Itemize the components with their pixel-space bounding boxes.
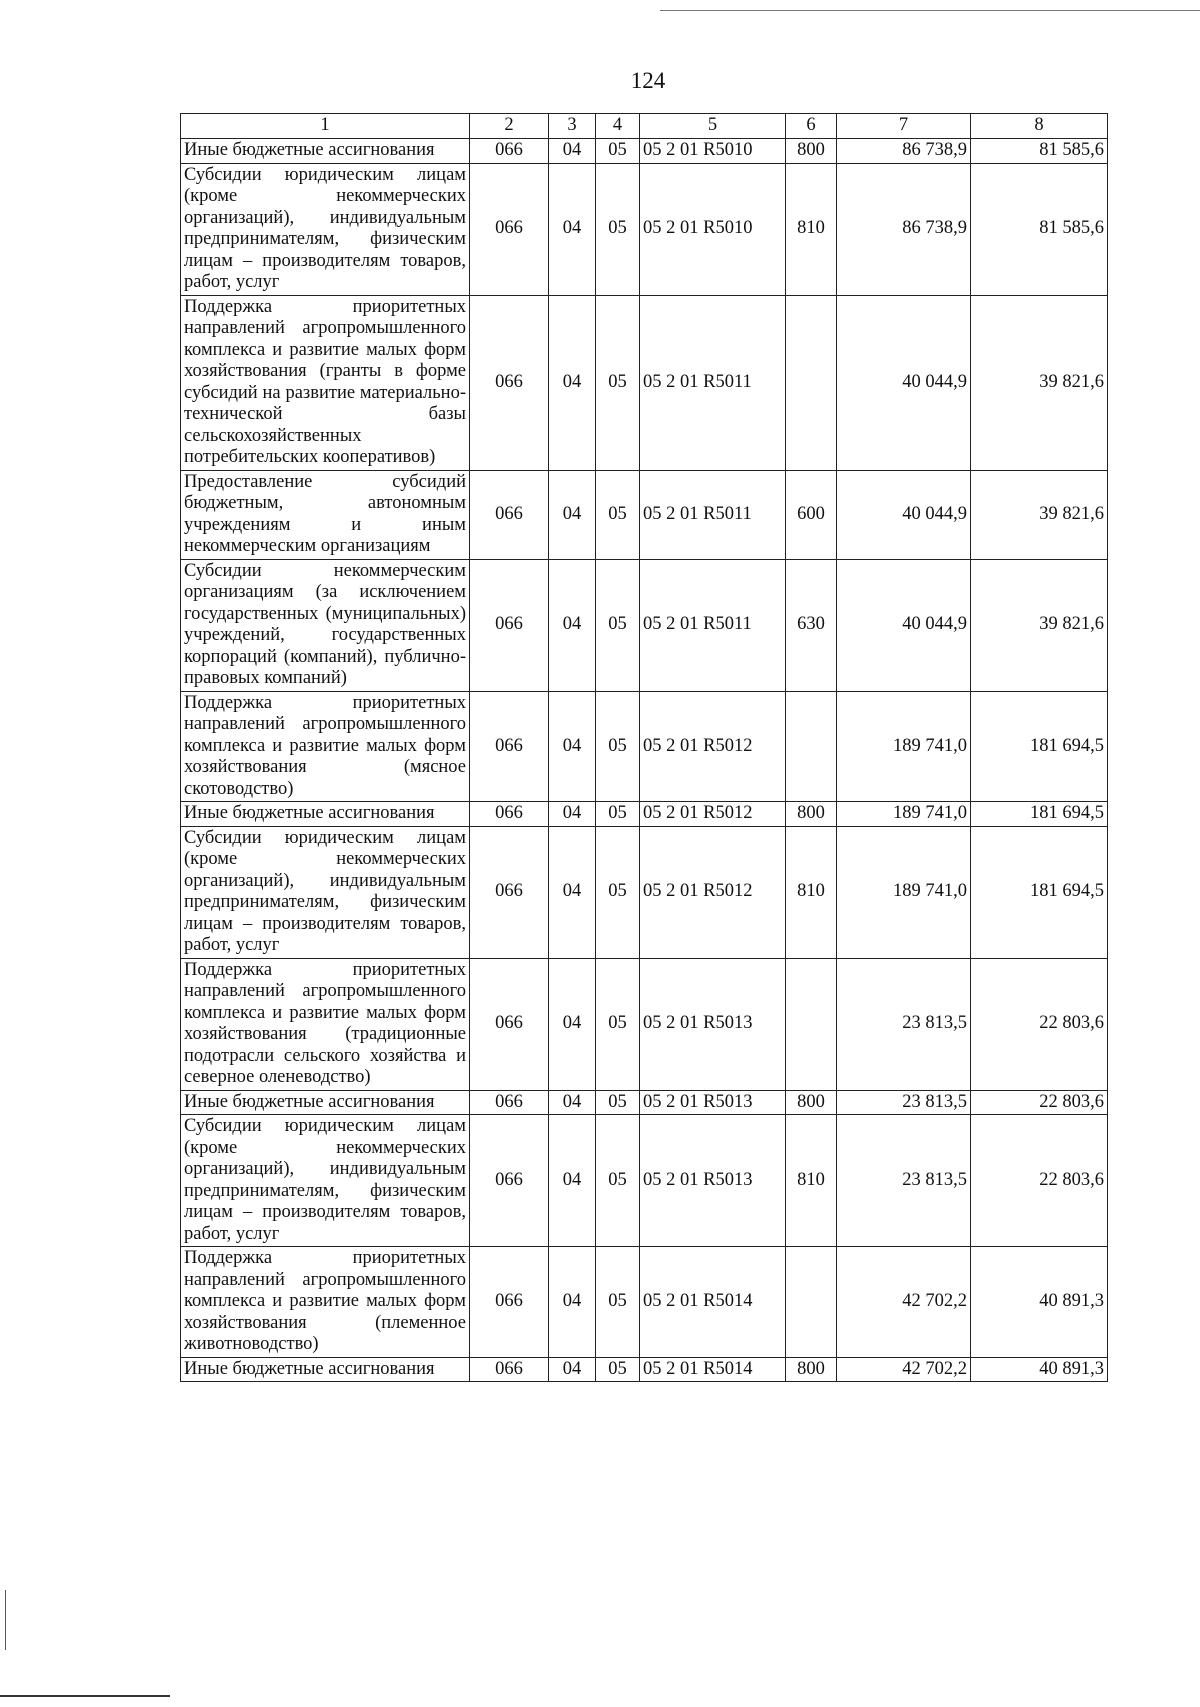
cell-subsection: 05 [596, 826, 640, 958]
table-row [181, 1090, 1108, 1115]
cell-expense-type: 600 [786, 470, 837, 559]
cell-subsection: 05 [596, 139, 640, 164]
table-row [181, 1247, 1108, 1358]
cell-expense-type: 810 [786, 163, 837, 295]
table-row [181, 295, 1108, 470]
cell-section: 04 [549, 163, 596, 295]
cell-amount-col7: 23 813,5 [837, 1115, 971, 1247]
cell-section: 04 [549, 139, 596, 164]
table-row [181, 958, 1108, 1090]
cell-target-article: 05 2 01 R5013 [640, 1115, 786, 1247]
cell-section: 04 [549, 691, 596, 802]
column-header: 4 [596, 114, 640, 139]
table-row [181, 691, 1108, 802]
cell-subsection: 05 [596, 295, 640, 470]
cell-expense-type: 630 [786, 559, 837, 691]
column-header: 2 [470, 114, 549, 139]
row-name: Поддержка приоритетных направлений агропромышленного комплекса и развитие малых форм хозяйствования (гранты в форме субсидий на развитие материально-технической базы сельскохозяйственных потребительских кооперативов) [181, 295, 470, 470]
cell-section: 04 [549, 826, 596, 958]
cell-target-article: 05 2 01 R5012 [640, 802, 786, 827]
row-name: Иные бюджетные ассигнования [181, 802, 470, 827]
scan-artifact-line [660, 10, 1200, 11]
cell-expense-type: 810 [786, 826, 837, 958]
cell-amount-col8: 181 694,5 [971, 691, 1108, 802]
cell-subsection: 05 [596, 1247, 640, 1358]
table-row [181, 826, 1108, 958]
cell-target-article: 05 2 01 R5011 [640, 559, 786, 691]
scan-artifact-line [0, 1695, 170, 1697]
cell-ministry-code: 066 [470, 470, 549, 559]
cell-ministry-code: 066 [470, 802, 549, 827]
column-header: 8 [971, 114, 1108, 139]
row-name: Иные бюджетные ассигнования [181, 1357, 470, 1382]
cell-ministry-code: 066 [470, 958, 549, 1090]
cell-ministry-code: 066 [470, 559, 549, 691]
cell-amount-col7: 189 741,0 [837, 826, 971, 958]
row-name: Субсидии некоммерческим организациям (за исключением государственных (муниципальных) учреждений, государственных корпораций (компаний), публично-правовых компаний) [181, 559, 470, 691]
cell-section: 04 [549, 1247, 596, 1358]
cell-ministry-code: 066 [470, 139, 549, 164]
cell-amount-col7: 189 741,0 [837, 691, 971, 802]
column-header: 5 [640, 114, 786, 139]
cell-amount-col8: 40 891,3 [971, 1357, 1108, 1382]
cell-subsection: 05 [596, 1357, 640, 1382]
cell-section: 04 [549, 1090, 596, 1115]
column-header: 1 [181, 114, 470, 139]
cell-amount-col8: 39 821,6 [971, 470, 1108, 559]
scan-artifact-line [5, 1590, 6, 1650]
cell-subsection: 05 [596, 691, 640, 802]
cell-subsection: 05 [596, 802, 640, 827]
cell-amount-col7: 189 741,0 [837, 802, 971, 827]
cell-amount-col7: 23 813,5 [837, 958, 971, 1090]
cell-amount-col8: 181 694,5 [971, 826, 1108, 958]
cell-subsection: 05 [596, 559, 640, 691]
cell-expense-type: 800 [786, 1090, 837, 1115]
cell-expense-type: 800 [786, 802, 837, 827]
cell-amount-col7: 86 738,9 [837, 163, 971, 295]
column-header: 3 [549, 114, 596, 139]
table-row [181, 1115, 1108, 1247]
cell-subsection: 05 [596, 163, 640, 295]
row-name: Предоставление субсидий бюджетным, автономным учреждениям и иным некоммерческим организациям [181, 470, 470, 559]
table-row [181, 163, 1108, 295]
column-header: 7 [837, 114, 971, 139]
row-name: Субсидии юридическим лицам (кроме некоммерческих организаций), индивидуальным предпринимателям, физическим лицам – производителям товаров, работ, услуг [181, 1115, 470, 1247]
cell-target-article: 05 2 01 R5014 [640, 1247, 786, 1358]
cell-amount-col8: 22 803,6 [971, 958, 1108, 1090]
cell-amount-col8: 22 803,6 [971, 1115, 1108, 1247]
cell-amount-col7: 40 044,9 [837, 295, 971, 470]
cell-amount-col7: 40 044,9 [837, 559, 971, 691]
cell-subsection: 05 [596, 958, 640, 1090]
row-name: Иные бюджетные ассигнования [181, 139, 470, 164]
row-name: Поддержка приоритетных направлений агропромышленного комплекса и развитие малых форм хозяйствования (племенное животноводство) [181, 1247, 470, 1358]
cell-ministry-code: 066 [470, 1357, 549, 1382]
cell-expense-type: 800 [786, 1357, 837, 1382]
cell-subsection: 05 [596, 470, 640, 559]
cell-ministry-code: 066 [470, 1115, 549, 1247]
cell-amount-col8: 40 891,3 [971, 1247, 1108, 1358]
cell-amount-col7: 23 813,5 [837, 1090, 971, 1115]
cell-expense-type: 810 [786, 1115, 837, 1247]
cell-amount-col8: 181 694,5 [971, 802, 1108, 827]
table-row [181, 802, 1108, 827]
column-header: 6 [786, 114, 837, 139]
cell-amount-col7: 42 702,2 [837, 1357, 971, 1382]
cell-expense-type [786, 295, 837, 470]
table-header-row [181, 114, 1108, 139]
cell-section: 04 [549, 559, 596, 691]
cell-amount-col8: 39 821,6 [971, 559, 1108, 691]
table-row [181, 559, 1108, 691]
cell-ministry-code: 066 [470, 1247, 549, 1358]
cell-section: 04 [549, 1357, 596, 1382]
cell-target-article: 05 2 01 R5012 [640, 691, 786, 802]
cell-section: 04 [549, 802, 596, 827]
cell-amount-col8: 22 803,6 [971, 1090, 1108, 1115]
row-name: Поддержка приоритетных направлений агропромышленного комплекса и развитие малых форм хозяйствования (мясное скотоводство) [181, 691, 470, 802]
cell-expense-type [786, 691, 837, 802]
cell-amount-col8: 39 821,6 [971, 295, 1108, 470]
cell-target-article: 05 2 01 R5014 [640, 1357, 786, 1382]
cell-ministry-code: 066 [470, 826, 549, 958]
budget-table [180, 113, 1108, 1382]
cell-section: 04 [549, 295, 596, 470]
cell-section: 04 [549, 1115, 596, 1247]
table-row [181, 139, 1108, 164]
cell-expense-type: 800 [786, 139, 837, 164]
row-name: Субсидии юридическим лицам (кроме некоммерческих организаций), индивидуальным предпринимателям, физическим лицам – производителям товаров, работ, услуг [181, 163, 470, 295]
cell-amount-col8: 81 585,6 [971, 139, 1108, 164]
cell-target-article: 05 2 01 R5013 [640, 1090, 786, 1115]
cell-ministry-code: 066 [470, 691, 549, 802]
table-row [181, 470, 1108, 559]
cell-amount-col7: 40 044,9 [837, 470, 971, 559]
cell-expense-type [786, 1247, 837, 1358]
cell-target-article: 05 2 01 R5011 [640, 295, 786, 470]
cell-target-article: 05 2 01 R5010 [640, 139, 786, 164]
cell-amount-col7: 86 738,9 [837, 139, 971, 164]
cell-ministry-code: 066 [470, 163, 549, 295]
row-name: Субсидии юридическим лицам (кроме некоммерческих организаций), индивидуальным предпринимателям, физическим лицам – производителям товаров, работ, услуг [181, 826, 470, 958]
cell-target-article: 05 2 01 R5010 [640, 163, 786, 295]
row-name: Иные бюджетные ассигнования [181, 1090, 470, 1115]
cell-subsection: 05 [596, 1115, 640, 1247]
cell-amount-col7: 42 702,2 [837, 1247, 971, 1358]
cell-section: 04 [549, 958, 596, 1090]
cell-target-article: 05 2 01 R5013 [640, 958, 786, 1090]
cell-expense-type [786, 958, 837, 1090]
table-row [181, 1357, 1108, 1382]
page-number: 124 [630, 68, 666, 93]
cell-ministry-code: 066 [470, 295, 549, 470]
cell-ministry-code: 066 [470, 1090, 549, 1115]
cell-target-article: 05 2 01 R5012 [640, 826, 786, 958]
cell-amount-col8: 81 585,6 [971, 163, 1108, 295]
row-name: Поддержка приоритетных направлений агропромышленного комплекса и развитие малых форм хозяйствования (традиционные подотрасли сельского хозяйства и северное оленеводство) [181, 958, 470, 1090]
cell-section: 04 [549, 470, 596, 559]
cell-subsection: 05 [596, 1090, 640, 1115]
cell-target-article: 05 2 01 R5011 [640, 470, 786, 559]
